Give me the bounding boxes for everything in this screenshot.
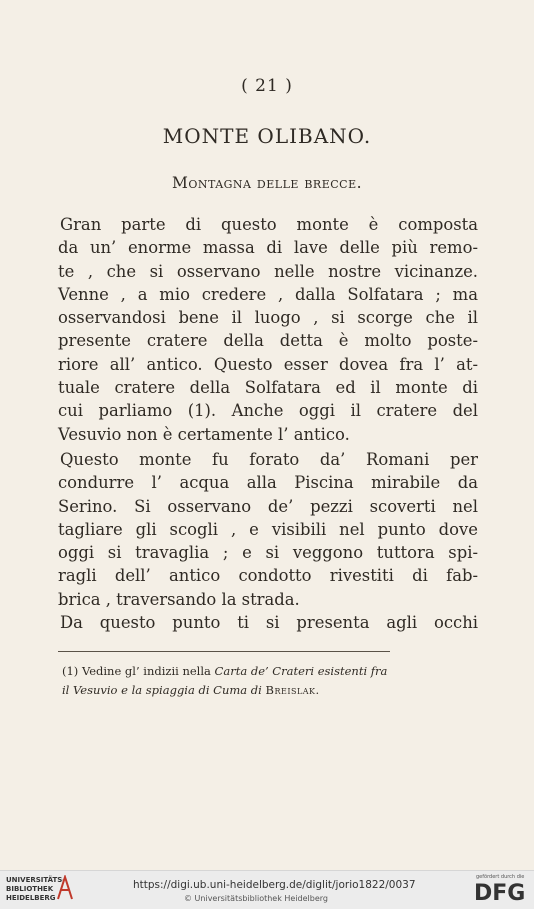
text-line: Gran parte di questo monte è composta: [60, 215, 478, 234]
text-line: tagliare gli scogli , e visibili nel punto dove: [58, 519, 478, 539]
paragraph-2: [58, 448, 478, 611]
footnote: [62, 662, 482, 700]
footnote-text: Vedine gl’ indizii nella: [81, 664, 211, 678]
text-line: Da questo punto ti si presenta agli occhi: [60, 613, 478, 632]
text-line: presente cratere della detta è molto poste-: [58, 331, 478, 351]
text-line: brica , traversando la strada.: [58, 589, 300, 609]
dfg-logo: DFG: [474, 881, 526, 906]
footnote-italic: il Vesuvio e la spiaggia di Cuma di: [62, 683, 262, 697]
copyright-text: © Universitätsbibliothek Heidelberg: [184, 894, 329, 903]
text-line: cui parliamo (1). Anche oggi il cratere del: [58, 401, 478, 421]
text-line: da un’ enorme massa di lave delle più remo-: [58, 238, 478, 258]
text-line: ragli dell’ antico condotto rivestiti di fab-: [58, 566, 478, 586]
text-line: condurre l’ acqua alla Piscina mirabile da: [58, 473, 478, 493]
paragraph-3: [58, 611, 478, 634]
text-line: riore all’ antico. Questo esser dovea fra l’ at-: [58, 354, 478, 374]
text-line: te , che si osservano nelle nostre vicinanze.: [58, 261, 478, 281]
viewer-footer: [0, 870, 534, 909]
text-line: Serino. Si osservano de’ pezzi scoverti nel: [58, 496, 478, 516]
text-line: tuale cratere della Solfatara ed il monte di: [58, 378, 478, 398]
library-logo-icon: [56, 875, 74, 901]
footnote-line-2: [62, 681, 482, 700]
permalink-link[interactable]: https://digi.ub.uni-heidelberg.de/diglit/jorio1822/0037: [133, 879, 416, 891]
text-line: Venne , a mio credere , dalla Solfatara ; ma: [58, 284, 478, 304]
paragraph-1: [58, 213, 478, 446]
text-line: oggi si travaglia ; e si veggono tuttora spi-: [58, 543, 478, 563]
funder-caption: gefördert durch die: [476, 874, 525, 880]
footnote-marker: (1): [62, 664, 79, 678]
text-line: Vesuvio non è certamente l’ antico.: [58, 424, 350, 444]
footnote-author: Breislak.: [265, 683, 320, 697]
footnote-divider: [58, 651, 390, 652]
page-number: ( 21 ): [241, 76, 293, 96]
text-line: osservandosi bene il luogo , si scorge che il: [58, 308, 478, 328]
chapter-subtitle: Montagna delle brecce.: [171, 174, 363, 192]
chapter-title: MONTE OLIBANO.: [162, 124, 372, 148]
library-name: UNIVERSITÄTS- BIBLIOTHEK HEIDELBERG: [6, 876, 66, 902]
footnote-line-1: [62, 662, 482, 681]
text-line: Questo monte fu forato da’ Romani per: [60, 450, 478, 469]
footnote-italic: Carta de’ Crateri esistenti fra: [214, 664, 388, 678]
